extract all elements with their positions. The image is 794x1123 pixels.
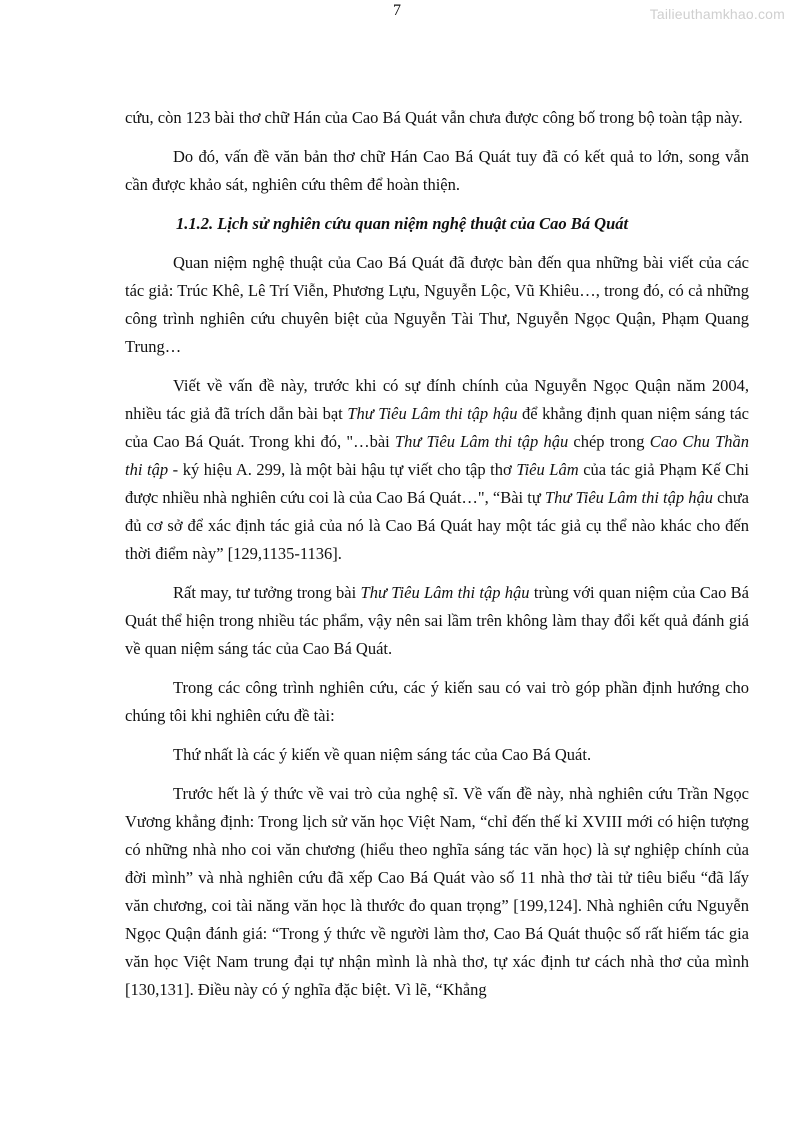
p5-title-1: Thư Tiêu Lâm thi tập hậu [360, 583, 530, 602]
p4-text-4: - ký hiệu A. 299, là một bài hậu tự viết cho tập thơ [168, 460, 517, 479]
p4-text-1: Viết về vấn đề này, trước khi có sự đính chính của Nguyễn Ngọc Quận năm 2004, nhiều tác giả đã trích dẫn bài bạt [125, 376, 749, 423]
paragraph-5 [125, 579, 749, 663]
paragraph-1: cứu, còn 123 bài thơ chữ Hán của Cao Bá Quát vẫn chưa được công bố trong bộ toàn tập này. [125, 108, 743, 127]
p4-text-2: để khẳng định quan niệm sáng tác của Cao Bá Quát. Trong khi đó, "…bài [125, 404, 749, 451]
document-body [125, 104, 749, 1015]
paragraph-7: Thứ nhất là các ý kiến về quan niệm sáng tác của Cao Bá Quát. [173, 745, 592, 764]
p4-text-6: chưa đủ cơ sở để xác định tác giả của nó là Cao Bá Quát hay một tác giả cụ thể nào khác cho đến thời điểm này” [129,1135-1136]. [125, 488, 750, 563]
paragraph-3: Quan niệm nghệ thuật của Cao Bá Quát đã được bàn đến qua những bài viết của các tác giả: Trúc Khê, Lê Trí Viễn, Phương Lựu, Nguyễn Lộc, Vũ Khiêu…, trong đó, có cả những công trình nghiên cứu chuyên biệt của Nguyễn Tài Thư, Nguyễn Ngọc Quận, Phạm Quang Trung… [125, 253, 749, 356]
p4-title-5: Thư Tiêu Lâm thi tập hậu [544, 488, 714, 507]
paragraph-8: Trước hết là ý thức về vai trò của nghệ sĩ. Về vấn đề này, nhà nghiên cứu Trần Ngọc Vương khẳng định: Trong lịch sử văn học Việt Nam, “chỉ đến thế kỉ XVIII mới có hiện tượng có những nhà nho coi văn chương (hiểu theo nghĩa sáng tác văn học) là sự nghiệp chính của đời mình” và nhà nghiên cứu đã xếp Cao Bá Quát vào số 11 nhà thơ tài tử tiêu biểu “đã lấy văn chương, coi tài năng văn học là thước đo quan trọng” [199,124]. Nhà nghiên cứu Nguyễn Ngọc Quận đánh giá: “Trong ý thức về người làm thơ, Cao Bá Quát thuộc số rất hiếm tác gia văn học Việt Nam trung đại tự nhận mình là nhà thơ, tự xác định tư cách nhà thơ của mình [130,131]. Điều này có ý nghĩa đặc biệt. Vì lẽ, “Khẳng [125, 784, 749, 999]
p5-text-1: Rất may, tư tưởng trong bài [173, 583, 361, 602]
p4-title-2: Thư Tiêu Lâm thi tập hậu [394, 432, 569, 451]
watermark: Tailieuthamkhao.com [649, 6, 785, 22]
page-number: 7 [393, 2, 401, 19]
p4-title-4: Tiêu Lâm [516, 460, 579, 479]
section-heading: 1.1.2. Lịch sử nghiên cứu quan niệm nghệ thuật của Cao Bá Quát [176, 214, 629, 233]
p4-title-3: Cao Chu Thần thi tập [125, 432, 749, 479]
p4-text-5: của tác giả Phạm Kế Chi được nhiều nhà nghiên cứu coi là của Cao Bá Quát…", “Bài tự [125, 460, 749, 507]
paragraph-6: Trong các công trình nghiên cứu, các ý kiến sau có vai trò góp phần định hướng cho chúng tôi khi nghiên cứu đề tài: [125, 678, 749, 725]
p5-text-2: trùng với quan niệm của Cao Bá Quát thể hiện trong nhiều tác phẩm, vậy nên sai lầm trên không làm thay đổi kết quả đánh giá về quan niệm sáng tác của Cao Bá Quát. [125, 583, 749, 658]
p4-title-1: Thư Tiêu Lâm thi tập hậu [347, 404, 518, 423]
paragraph-4 [125, 372, 749, 568]
paragraph-2: Do đó, vấn đề văn bản thơ chữ Hán Cao Bá Quát tuy đã có kết quả to lớn, song vẫn cần được khảo sát, nghiên cứu thêm để hoàn thiện. [125, 147, 749, 194]
p4-text-3: chép trong [568, 432, 650, 451]
